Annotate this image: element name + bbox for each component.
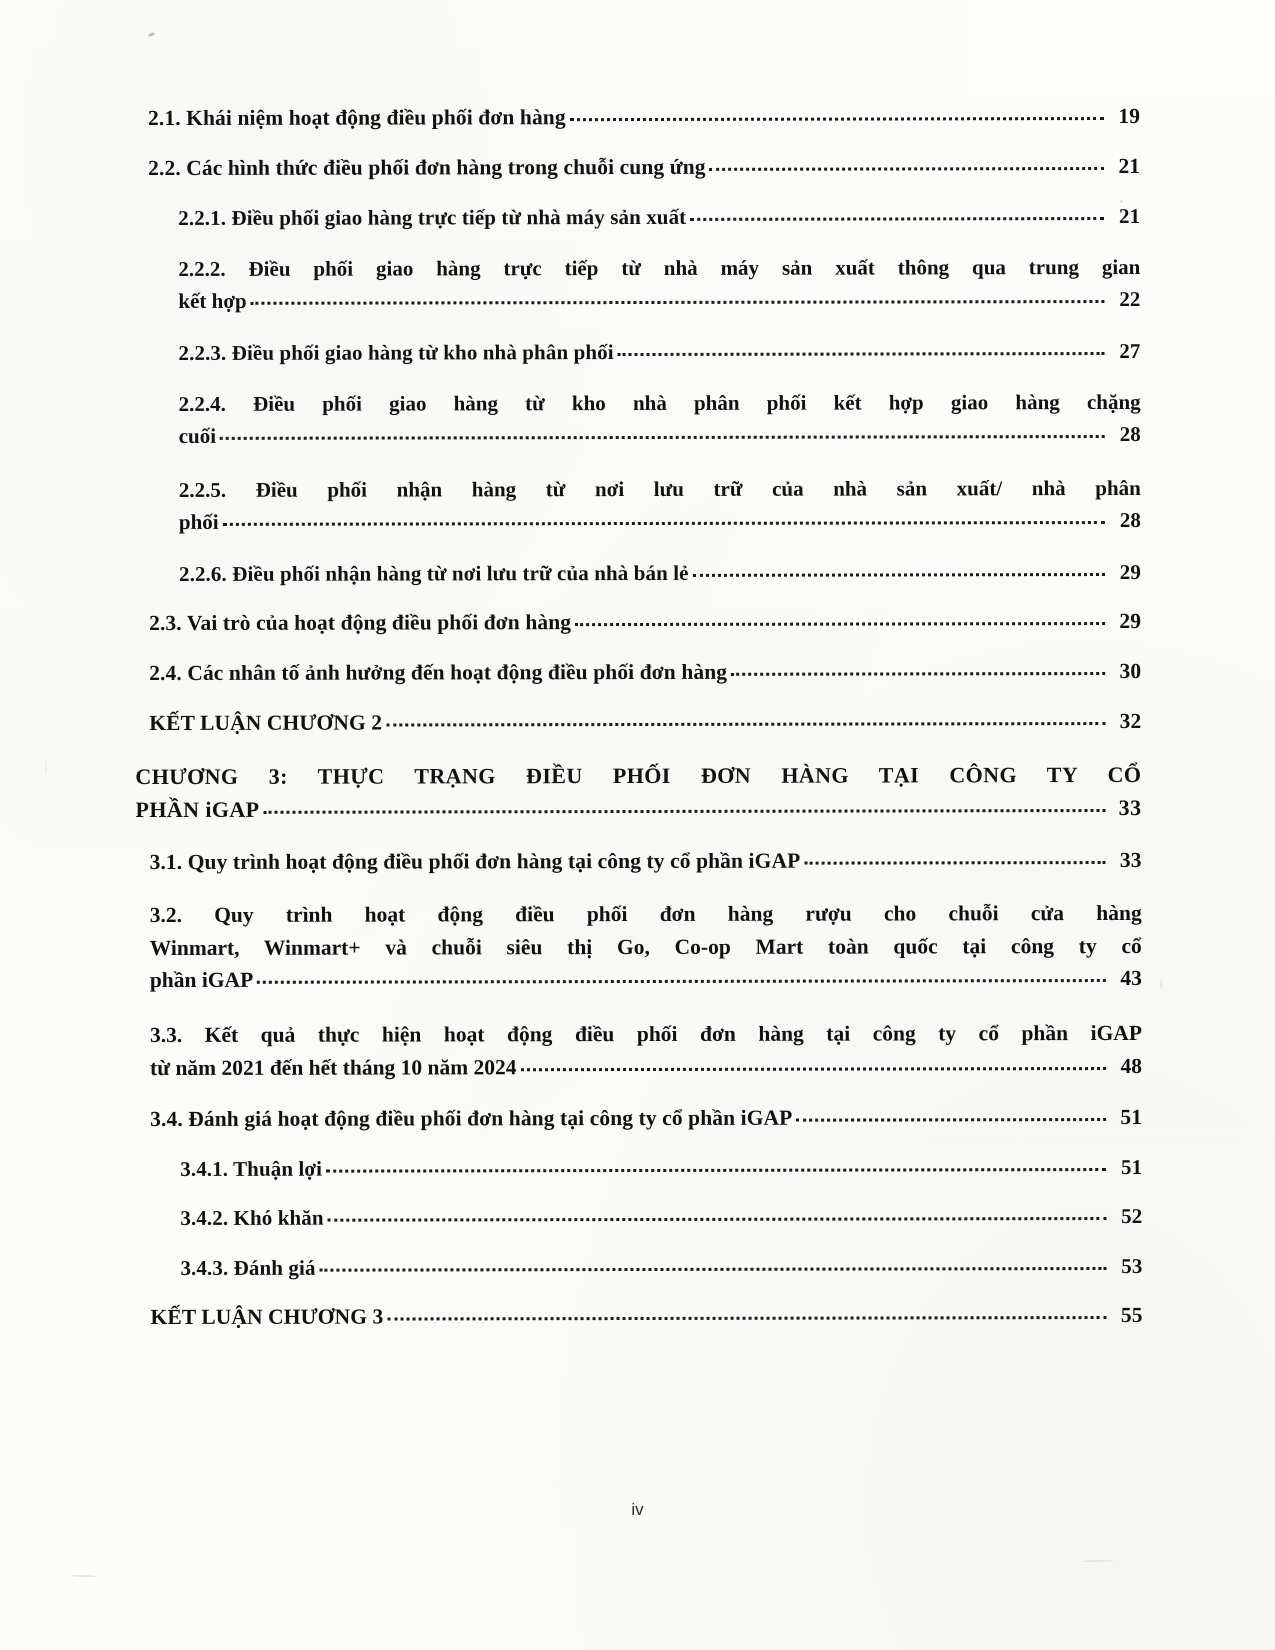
toc-page-number: 52	[1121, 1204, 1143, 1229]
toc-page-number: 28	[1119, 507, 1141, 532]
toc-entry-title: KẾT LUẬN CHƯƠNG 2	[149, 710, 383, 736]
toc-entry-title: 2.1. Khái niệm hoạt động điều phối đơn hàng	[148, 105, 566, 131]
toc-entry-last-line	[178, 284, 1140, 318]
toc-leader-dots	[710, 167, 1105, 171]
toc-entry-title: 2.2.1. Điều phối giao hàng trực tiếp từ nhà máy sản xuất	[178, 204, 687, 230]
toc-entry[interactable]	[135, 758, 1141, 827]
toc-entry[interactable]	[134, 252, 1140, 318]
toc-entry[interactable]	[137, 1302, 1143, 1332]
toc-leader-dots	[326, 1168, 1106, 1173]
toc-leader-dots	[575, 622, 1105, 626]
toc-entry-title: 2.2.2. Điều phối giao hàng trực tiếp từ nhà máy sản xuất thông qua trung gian	[178, 255, 1141, 282]
toc-entry-title: KẾT LUẬN CHƯƠNG 3	[150, 1304, 384, 1330]
toc-entry-last-line	[179, 505, 1141, 539]
toc-entry-title: 3.1. Quy trình hoạt động điều phối đơn hàng tại công ty cổ phần iGAP	[149, 848, 801, 874]
toc-entry-title-end: PHẦN iGAP	[135, 797, 260, 823]
toc-leader-dots	[521, 1067, 1107, 1071]
toc-entry-title: 3.2. Quy trình hoạt động điều phối đơn hàng rượu cho chuỗi cửa hàng	[149, 900, 1142, 927]
toc-entry[interactable]	[136, 1017, 1142, 1084]
toc-leader-dots	[386, 722, 1105, 727]
toc-leader-dots	[320, 1267, 1107, 1272]
toc-entry-title: 3.4. Đánh giá hoạt động điều phối đơn hàng tại công ty cổ phần iGAP	[150, 1105, 793, 1132]
scan-artifact-mark	[148, 32, 156, 37]
toc-entry-last-line	[135, 791, 1141, 827]
toc-entry-title-continued: Winmart, Winmart+ và chuỗi siêu thị Go, Co-op Mart toàn quốc tại công ty cổ	[149, 933, 1142, 960]
toc-entry[interactable]	[135, 387, 1141, 453]
toc-entry-title: 2.2.3. Điều phối giao hàng từ kho nhà phân phối	[178, 340, 614, 365]
toc-page-number: 22	[1119, 287, 1141, 312]
toc-entry-title: 3.3. Kết quả thực hiện hoạt động điều phối đơn hàng tại công ty cổ phần iGAP	[149, 1020, 1142, 1047]
toc-page-number: 21	[1119, 203, 1141, 228]
toc-entry-title: 2.2.4. Điều phối giao hàng từ kho nhà phân phối kết hợp giao hàng chặng	[178, 390, 1141, 417]
toc-page-number: 29	[1119, 609, 1142, 634]
toc-page-number: 51	[1120, 1105, 1143, 1130]
toc-page-number: 33	[1118, 795, 1142, 821]
toc-page-number: 21	[1118, 153, 1141, 178]
toc-entry-title: 2.4. Các nhân tố ảnh hưởng đến hoạt động điều phối đơn hàng	[149, 659, 728, 686]
scan-artifact-mark	[45, 760, 47, 774]
toc-entry-title: 2.2.6. Điều phối nhận hàng từ nơi lưu trữ của nhà bán lẻ	[178, 560, 689, 586]
toc-leader-dots	[731, 672, 1105, 676]
toc-leader-dots	[220, 435, 1105, 440]
toc-entry[interactable]	[134, 153, 1140, 183]
toc-page-number: 27	[1119, 338, 1141, 363]
toc-page-number: 53	[1121, 1253, 1143, 1278]
toc-leader-dots	[804, 861, 1105, 865]
toc-entry-title: CHƯƠNG 3: THỰC TRẠNG ĐIỀU PHỐI ĐƠN HÀNG TẠI CÔNG TY CỔ	[135, 761, 1142, 790]
table-of-contents	[134, 103, 1143, 1354]
toc-leader-dots	[570, 117, 1104, 121]
toc-entry-title-end: từ năm 2021 đến hết tháng 10 năm 2024	[149, 1054, 517, 1080]
toc-leader-dots	[257, 979, 1106, 984]
scan-artifact-mark	[1160, 980, 1163, 989]
toc-entry-title-end: phần iGAP	[149, 967, 254, 993]
toc-entry[interactable]	[136, 1253, 1142, 1282]
toc-entry-last-line	[179, 419, 1141, 453]
toc-entry-title-end: kết hợp	[178, 288, 247, 314]
toc-entry[interactable]	[135, 473, 1141, 539]
toc-page-number: 32	[1119, 709, 1142, 734]
toc-page-number: 48	[1120, 1053, 1143, 1078]
toc-leader-dots	[690, 217, 1104, 221]
toc-leader-dots	[328, 1217, 1107, 1222]
toc-leader-dots	[796, 1118, 1106, 1122]
toc-entry-title: 2.3. Vai trò của hoạt động điều phối đơn hàng	[149, 610, 572, 636]
toc-leader-dots	[251, 300, 1105, 305]
toc-entry-last-line	[150, 962, 1142, 997]
toc-entry[interactable]	[134, 103, 1140, 133]
toc-page-number: 19	[1118, 103, 1141, 128]
toc-entry-title-end: phối	[178, 509, 219, 534]
toc-entry[interactable]	[136, 847, 1142, 877]
toc-entry-title-end: cuối	[178, 424, 217, 449]
toc-page-number: 33	[1119, 847, 1142, 872]
toc-page-number: 51	[1120, 1155, 1143, 1180]
toc-entry-title: 2.2. Các hình thức điều phối đơn hàng trong chuỗi cung ứng	[148, 154, 706, 180]
toc-entry-title: 3.4.1. Thuận lợi	[180, 1156, 323, 1182]
toc-entry[interactable]	[136, 897, 1142, 997]
toc-page-number: 55	[1120, 1302, 1143, 1328]
toc-page-number: 28	[1119, 422, 1141, 447]
toc-entry[interactable]	[136, 1154, 1142, 1183]
toc-entry-title: 3.4.3. Đánh giá	[180, 1255, 316, 1280]
toc-leader-dots	[693, 573, 1105, 577]
scan-artifact-mark	[70, 1575, 96, 1577]
toc-entry-title: 2.2.5. Điều phối nhận hàng từ nơi lưu trữ của nhà sản xuất/ nhà phân	[178, 476, 1141, 503]
toc-entry[interactable]	[134, 338, 1140, 367]
toc-page-number: 29	[1119, 559, 1142, 584]
toc-entry-last-line	[150, 1049, 1142, 1084]
toc-leader-dots	[223, 521, 1105, 526]
toc-entry-title: 3.4.2. Khó khăn	[180, 1206, 324, 1231]
page-folio-number: iv	[631, 1500, 644, 1519]
toc-entry[interactable]	[136, 1104, 1142, 1134]
toc-entry[interactable]	[135, 559, 1141, 588]
toc-page-number: 43	[1120, 966, 1142, 991]
toc-entry[interactable]	[135, 658, 1141, 688]
scan-artifact-mark	[1080, 1560, 1114, 1563]
toc-entry[interactable]	[135, 608, 1141, 638]
toc-entry[interactable]	[134, 203, 1140, 232]
toc-entry[interactable]	[135, 708, 1141, 738]
toc-leader-dots	[263, 809, 1105, 814]
toc-leader-dots	[618, 352, 1105, 356]
toc-leader-dots	[387, 1316, 1106, 1321]
toc-entry[interactable]	[136, 1203, 1142, 1232]
toc-page-number: 30	[1119, 659, 1142, 684]
